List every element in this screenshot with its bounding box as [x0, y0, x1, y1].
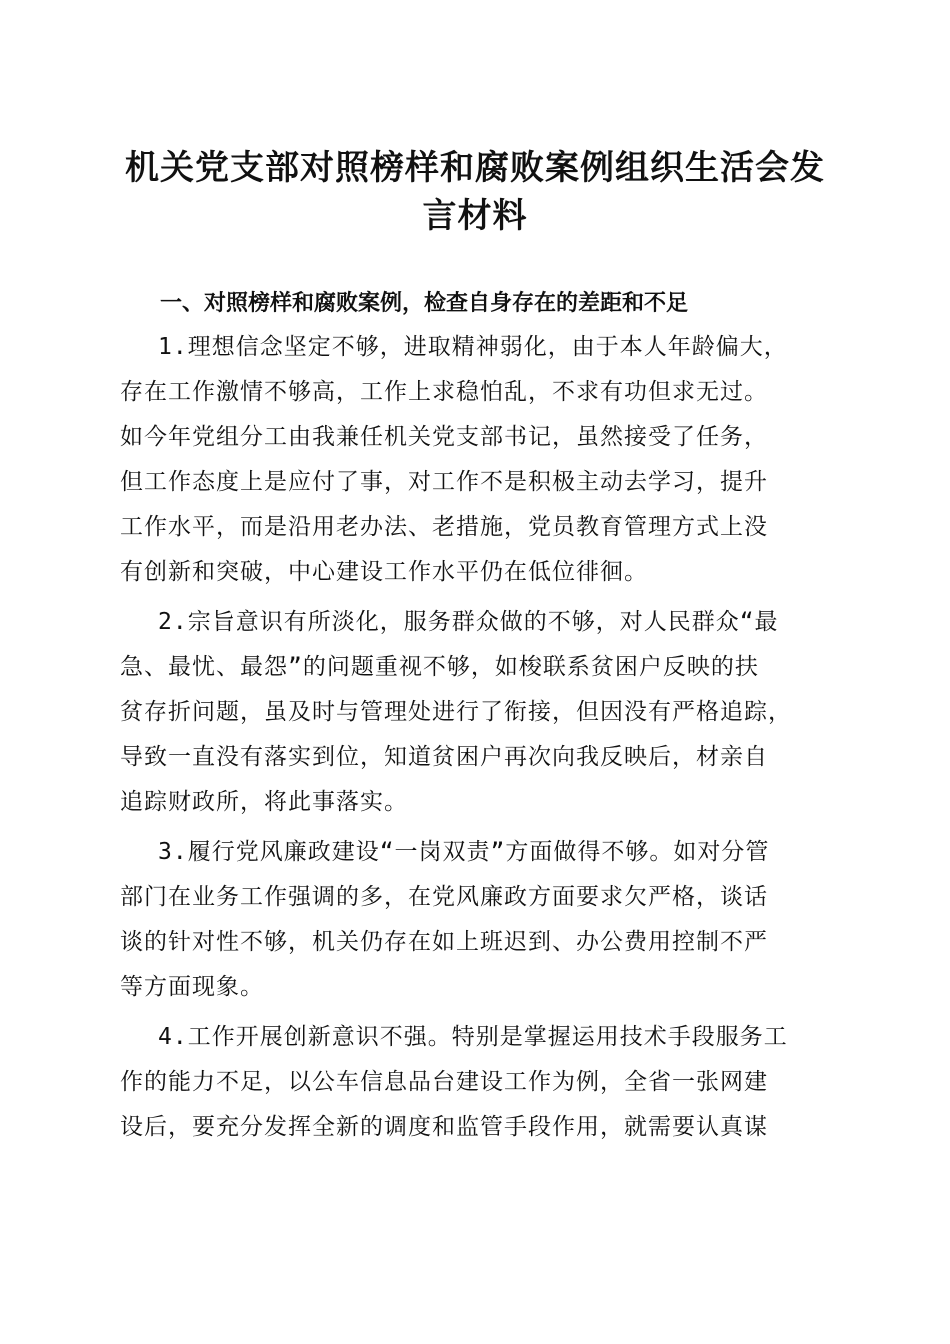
paragraph-2-line-3: 贫存折问题，虽及时与管理处进行了衔接，但因没有严格追踪，: [120, 699, 792, 725]
paragraph-2-line-5: 追踪财政所，将此事落实。: [120, 789, 408, 815]
paragraph-3-line-4: 等方面现象。: [120, 974, 264, 1000]
paragraph-3-line-1: 3.履行党风廉政建设“一岗双责”方面做得不够。如对分管: [158, 839, 770, 865]
paragraph-1-line-6: 有创新和突破，中心建设工作水平仍在低位徘徊。: [120, 559, 648, 585]
paragraph-2-line-4: 导致一直没有落实到位，知道贫困户再次向我反映后，材亲自: [120, 744, 768, 770]
paragraph-1-line-1: 1.理想信念坚定不够，进取精神弱化，由于本人年龄偏大，: [158, 334, 788, 360]
document-title-line-1: 机关党支部对照榜样和腐败案例组织生活会发: [125, 148, 825, 188]
section-heading: 一、对照榜样和腐败案例，检查自身存在的差距和不足: [160, 291, 689, 316]
paragraph-1-line-2: 存在工作激情不够高，工作上求稳怕乱，不求有功但求无过。: [120, 379, 768, 405]
paragraph-4-line-3: 设后，要充分发挥全新的调度和监管手段作用，就需要认真谋: [120, 1114, 768, 1140]
document-title-line-2: 言材料: [422, 196, 528, 236]
paragraph-1-line-3: 如今年党组分工由我兼任机关党支部书记，虽然接受了任务，: [120, 424, 768, 450]
paragraph-2-line-1: 2.宗旨意识有所淡化，服务群众做的不够，对人民群众“最: [158, 609, 779, 635]
paragraph-1-line-5: 工作水平，而是沿用老办法、老措施，党员教育管理方式上没: [120, 514, 768, 540]
paragraph-1-line-4: 但工作态度上是应付了事，对工作不是积极主动去学习，提升: [120, 469, 768, 495]
paragraph-3-line-2: 部门在业务工作强调的多，在党风廉政方面要求欠严格，谈话: [120, 884, 768, 910]
paragraph-4-line-2: 作的能力不足，以公车信息品台建设工作为例，全省一张网建: [120, 1069, 768, 1095]
paragraph-2-line-2: 急、最忧、最怨”的问题重视不够，如梭联系贫困户反映的扶: [120, 654, 759, 680]
paragraph-3-line-3: 谈的针对性不够，机关仍存在如上班迟到、办公费用控制不严: [120, 929, 768, 955]
paragraph-4-line-1: 4.工作开展创新意识不强。特别是掌握运用技术手段服务工: [158, 1024, 788, 1050]
